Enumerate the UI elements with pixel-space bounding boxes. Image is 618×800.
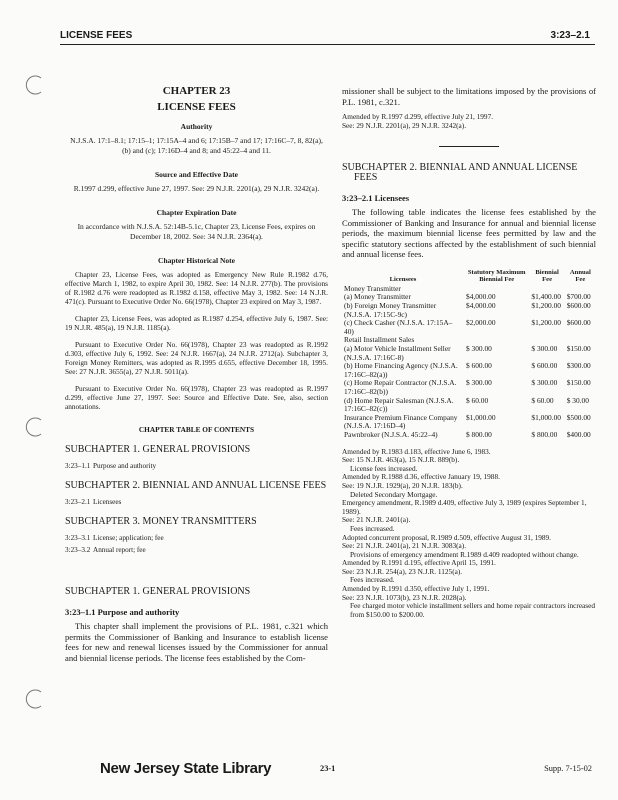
section-1-1-text: This chapter shall implement the provisions of P.L. 1981, c.321 which permits the Commissioner of Banking and Insurance to establish license fees for new and renewal licenses issued by the Commissioner for annual and biennial license periods. The license fees established by the Com- — [65, 621, 328, 663]
amendment-note: Amended by R.1997 d.299, effective July 21, 1997. — [342, 112, 494, 121]
licensee-cell: (a) Money Transmitter — [344, 292, 411, 302]
column-header-biennial-fee: Biennial Fee — [535, 268, 559, 284]
fee-cell: $400.00 — [566, 429, 591, 439]
fee-cell: $700.00 — [566, 292, 591, 302]
licensee-cell: Money Transmitter — [344, 283, 401, 293]
licensee-cell: (b) Home Financing Agency (N.J.S.A. 17:16C–82(a)) — [344, 361, 458, 379]
section-1-1-continued: missioner shall be subject to the limitations imposed by the provisions of P.L. 1981, c.321. — [342, 86, 596, 107]
licensee-cell: (a) Motor Vehicle Installment Seller (N.J.S.A. 17:16C-8) — [344, 344, 451, 362]
toc-entry[interactable]: 3:23–2.1 Licensees — [65, 498, 122, 506]
licensee-cell: (c) Check Casher (N.J.S.A. 17:15A–40) — [344, 318, 453, 336]
running-header — [60, 30, 590, 41]
amendment-note: See: 19 N.J.R. 1929(a), 20 N.J.R. 183(b). — [342, 480, 463, 490]
licensee-cell: (b) Foreign Money Transmitter (N.J.S.A. 17:15C-9c) — [344, 301, 437, 319]
fee-cell: $ 300.00 — [466, 344, 492, 354]
table-row — [342, 362, 596, 379]
table-header-row — [342, 268, 596, 285]
authority-text: N.J.S.A. 17:1–8.1; 17:15–1; 17:15A–4 and 6; 17:15B–7 and 17; 17:16C–7, 8, 82(a), (b) and (c); 17:16D–4 and 8; and 45:22–4 and 11. — [70, 136, 323, 155]
subchapter-2-title: SUBCHAPTER 2. BIENNIAL AND ANNUAL LICENSE FEES — [342, 162, 578, 184]
fee-cell: $ 600.00 — [466, 361, 492, 371]
subchapter-1-title: SUBCHAPTER 1. GENERAL PROVISIONS — [65, 586, 251, 597]
table-row — [342, 302, 596, 319]
history-paragraph: Chapter 23, License Fees, was adopted as Emergency New Rule R.1982 d.76, effective March 1, 1982, to expire April 30, 1982. See: 14 N.J.R. 277(b). The provisions of R.1982 d.76 were readopted as R.1982 d.158, effective May 3, 1982. See: 14 N.J.R. 471(c). Pursuant to Executive Order No. 66(1978), Chapter 23 expired on May 3, 1987. — [65, 270, 328, 306]
chapter-number: CHAPTER 23 — [162, 85, 231, 97]
amendment-note: Provisions of emergency amendment R.1989 d.409 readopted without change. — [350, 549, 579, 559]
toc-subchapter-title: SUBCHAPTER 2. BIENNIAL AND ANNUAL LICENSE FEES — [65, 480, 327, 491]
fee-cell: $1,200.00 — [531, 318, 561, 328]
table-row — [342, 414, 596, 431]
fee-cell: $1,200.00 — [531, 301, 561, 311]
toc-subchapter-title: SUBCHAPTER 1. GENERAL PROVISIONS — [65, 444, 251, 455]
table-row — [342, 379, 596, 396]
fee-cell: $500.00 — [566, 412, 591, 422]
section-2-1-text: The following table indicates the license fees established by the Commissioner of Banking and Insurance for annual and biennial license periods, the maximum biennial license fees permitted by law and the specific statutory sections affected by the establishment of such biennial and annual license fees. — [342, 207, 596, 260]
library-name: New Jersey State Library — [100, 760, 272, 777]
fee-cell: $ 30.00 — [566, 395, 589, 405]
amendment-note: Emergency amendment, R.1989 d.409, effective July 3, 1989 (expires September 1, 1989). — [342, 498, 587, 516]
column-header-statutory-maximum: Statutory Maximum Biennial Fee — [467, 268, 526, 284]
header-title: LICENSE FEES — [60, 30, 133, 41]
fee-cell: $ 300.00 — [466, 378, 492, 388]
fee-cell: $150.00 — [566, 344, 591, 354]
binder-hole-icon — [24, 74, 46, 96]
history-heading: Chapter Historical Note — [158, 256, 235, 265]
table-row — [342, 319, 596, 336]
section-divider — [439, 146, 499, 147]
table-row — [342, 431, 596, 440]
fee-cell: $ 60.00 — [531, 395, 554, 405]
fee-cell: $1,400.00 — [531, 292, 561, 302]
table-row — [342, 345, 596, 362]
fee-cell: $4,000.00 — [466, 301, 496, 311]
supplement-date: Supp. 7-15-02 — [544, 764, 592, 773]
fee-cell: $ 300.00 — [531, 344, 558, 354]
amendment-note: See: 15 N.J.R. 463(a), 15 N.J.R. 889(b). — [342, 455, 460, 465]
column-header-annual-fee: Annual Fee — [569, 268, 591, 284]
amendment-note: Deleted Secondary Mortgage. — [350, 489, 438, 499]
amendment-note: See: 29 N.J.R. 2201(a), 29 N.J.R. 3242(a). — [342, 120, 467, 130]
amendment-note: See: 23 N.J.R. 254(a), 23 N.J.R. 1125(a). — [342, 566, 463, 576]
amendment-note: Fee charged motor vehicle installment sellers and home repair contractors increased from $150.00 to $200.00. — [350, 601, 596, 619]
expiration-heading: Chapter Expiration Date — [156, 208, 237, 217]
amendment-note: See: 21 N.J.R. 2401(a). — [342, 515, 411, 525]
amendment-note: Amended by R.1983 d.183, effective June 6, 1983. — [342, 446, 491, 456]
licensee-cell: (c) Home Repair Contractor (N.J.S.A. 17:16C–82(b)) — [344, 378, 457, 396]
amendment-note: Fees increased. — [350, 523, 395, 533]
source-text: R.1997 d.299, effective June 27, 1997. See: 29 N.J.R. 2201(a), 29 N.J.R. 3242(a). — [73, 184, 320, 193]
fee-cell: $4,000.00 — [466, 292, 496, 302]
fee-cell: $1,000.00 — [466, 412, 496, 422]
toc-entry[interactable]: 3:23–1.1 Purpose and authority — [65, 462, 157, 470]
left-column — [65, 86, 328, 663]
amendment-history — [342, 448, 596, 620]
fee-cell: $ 300.00 — [531, 378, 558, 388]
toc-entry[interactable]: 3:23–3.1 License; application; fee — [65, 534, 164, 542]
fee-cell: $150.00 — [566, 378, 591, 388]
right-column — [342, 86, 596, 619]
source-heading: Source and Effective Date — [155, 170, 238, 179]
fee-cell: $ 800.00 — [531, 429, 558, 439]
amendment-note: See: 21 N.J.R. 2401(a), 21 N.J.R. 3083(a). — [342, 541, 467, 551]
toc-subchapter-title: SUBCHAPTER 3. MONEY TRANSMITTERS — [65, 516, 257, 527]
binder-hole-icon — [24, 416, 46, 438]
fee-cell: $600.00 — [566, 318, 591, 328]
amendment-note: Amended by R.1988 d.36, effective January 19, 1988. — [342, 472, 500, 482]
authority-heading: Authority — [180, 122, 213, 131]
licensee-cell: Insurance Premium Finance Company (N.J.S.A. 17:16D–4) — [344, 412, 458, 431]
amendment-note: License fees increased. — [350, 463, 418, 473]
fee-cell: $ 800.00 — [466, 429, 492, 439]
licensee-cell: (d) Home Repair Salesman (N.J.S.A. 17:16C–82(c)) — [344, 395, 454, 414]
fee-cell: $ 600.00 — [531, 361, 558, 371]
table-row — [342, 397, 596, 414]
license-fee-table — [342, 268, 596, 440]
fee-cell: $ 60.00 — [466, 395, 489, 405]
header-section-number: 3:23–2.1 — [550, 30, 590, 41]
history-paragraph: Pursuant to Executive Order No. 66(1978), Chapter 23 was readopted as R.1997 d.299, effective June 27, 1997. See: Source and Effective Date. See, also, section annotations. — [65, 384, 328, 411]
fee-cell: $300.00 — [566, 361, 591, 371]
licensee-cell: Pawnbroker (N.J.S.A. 45:22–4) — [344, 429, 438, 439]
toc-entry[interactable]: 3:23–3.2 Annual report; fee — [65, 546, 146, 554]
column-header-licensees: Licensees — [389, 276, 417, 284]
amendment-note: Fees increased. — [350, 575, 395, 585]
expiration-text: In accordance with N.J.S.A. 52:14B-5.1c, Chapter 23, License Fees, expires on December 18, 2002. See: 34 N.J.R. 2364(a). — [77, 222, 316, 241]
licensee-cell: Retail Installment Sales — [344, 335, 415, 345]
header-rule — [60, 44, 595, 45]
page-number: 23-1 — [320, 764, 336, 773]
fee-cell: $2,000.00 — [466, 318, 496, 328]
binder-hole-icon — [24, 688, 46, 710]
history-paragraph: Chapter 23, License Fees, was adopted as R.1987 d.254, effective July 6, 1987. See: 19 N.J.R. 485(a), 19 N.J.R. 1185(a). — [65, 314, 328, 332]
fee-cell: $600.00 — [566, 301, 591, 311]
history-paragraph: Pursuant to Executive Order No. 66(1978), Chapter 23 was readopted as R.1992 d.303, effective July 6, 1992. See: 24 N.J.R. 1667(a), 24 N.J.R. 2712(a). Subchapter 3, Foreign Money Remitters, was adopted as R.1995 d.655, effective December 18, 1995. See: 27 N.J.R. 3655(a), 27 N.J.R. 5011(a). — [65, 340, 328, 376]
amendment-note: Amended by R.1991 d.195, effective April 15, 1991. — [342, 558, 496, 568]
chapter-title: LICENSE FEES — [157, 101, 236, 113]
amendment-note: Adopted concurrent proposal, R.1989 d.509, effective August 31, 1989. — [342, 532, 552, 542]
section-2-1-heading: 3:23–2.1 Licensees — [342, 193, 410, 204]
toc-heading: CHAPTER TABLE OF CONTENTS — [138, 425, 255, 434]
section-1-1-heading: 3:23–1.1 Purpose and authority — [65, 607, 180, 617]
amendment-note: Amended by R.1991 d.350, effective July 1, 1991. — [342, 584, 490, 594]
amendment-note: See: 23 N.J.R. 1073(b), 23 N.J.R. 2028(a). — [342, 592, 467, 602]
fee-cell: $1,000.00 — [531, 412, 561, 422]
